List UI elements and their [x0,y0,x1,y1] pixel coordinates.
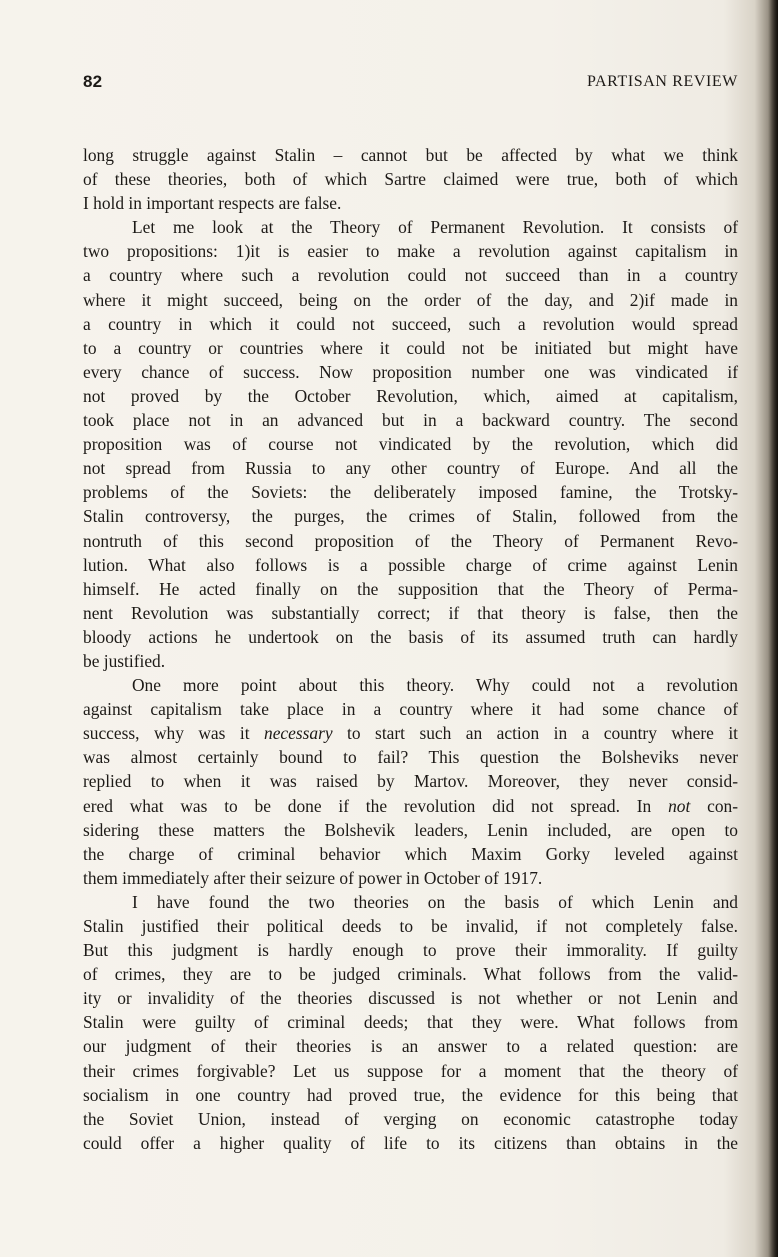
text-line: not spread from Russia to any other country of Europe. And all the [83,458,738,479]
text-line: Stalin justified their political deeds to be invalid, if not completely false. [83,916,738,936]
text-line: to a country or countries where it could not be initiated but might have [83,337,738,358]
text-line: Stalin were guilty of criminal deeds; that they were. What follows from [83,1012,738,1033]
text-line: not proved by the October Revolution, which, aimed at capitalism, [83,385,738,406]
text-line: be justified. [83,650,166,671]
text-line: long struggle against Stalin – cannot but be affected by what we think [83,145,738,165]
text-line: was almost certainly bound to fail? This question the Bolsheviks never [83,747,738,768]
text-line: of these theories, both of which Sartre claimed were true, both of which [83,169,738,190]
running-head: PARTISAN REVIEW [586,73,738,90]
text-line: them immediately after their seizure of power in October of 1917. [83,867,543,888]
book-spine-shadow [768,0,778,1257]
text-line: against capitalism take place in a country where it had some chance of [83,699,738,720]
text-line: success, why was it necessary to start such an action in a country where it [83,723,738,744]
text-line: But this judgment is hardly enough to prove their immorality. If guilty [83,940,738,961]
text-line: ered what was to be done if the revolution did not spread. In not con- [83,795,739,816]
page-number: 82 [83,72,103,91]
text-line: their crimes forgivable? Let us suppose for a moment that the theory of [83,1060,738,1081]
text-line: lution. What also follows is a possible charge of crime against Lenin [83,554,738,575]
emphasized-word: necessary [264,723,333,744]
text-line: of crimes, they are to be judged criminals. What follows from the valid- [83,964,738,985]
text-line: Stalin controversy, the purges, the crimes of Stalin, followed from the [83,506,738,527]
text-line: himself. He acted finally on the supposition that the Theory of Perma- [83,578,738,599]
text-line: replied to when it was raised by Martov. Moreover, they never consid- [83,771,738,792]
text-line: a country in which it could not succeed, such a revolution would spread [83,313,738,334]
text-line: socialism in one country had proved true, the evidence for this being that [83,1084,738,1105]
text-line: the Soviet Union, instead of verging on economic catastrophe today [83,1108,738,1129]
text-line: took place not in an advanced but in a backward country. The second [83,410,738,431]
text-line: nontruth of this second proposition of the Theory of Permanent Revo- [83,530,738,551]
paragraph-first-line: I have found the two theories on the basis of which Lenin and [132,891,738,912]
paragraph-first-line: One more point about this theory. Why could not a revolution [132,675,738,696]
text-line: nent Revolution was substantially correct; if that theory is false, then the [83,602,738,623]
body-text [83,143,738,1155]
text-line: problems of the Soviets: the deliberately imposed famine, the Trotsky- [83,482,738,503]
text-line: bloody actions he undertook on the basis of its assumed truth can hardly [83,626,738,647]
text-line: proposition was of course not vindicated by the revolution, which did [83,434,738,455]
text-line: I hold in important respects are false. [83,193,342,214]
text-line: where it might succeed, being on the order of the day, and 2)if made in [83,289,738,310]
text-line: ity or invalidity of the theories discussed is not whether or not Lenin and [83,988,738,1009]
emphasized-word: not [668,795,691,816]
text-line: could offer a higher quality of life to its citizens than obtains in the [83,1132,738,1153]
text-line: the charge of criminal behavior which Maxim Gorky leveled against [83,843,738,864]
page-header [83,72,738,98]
text-line: our judgment of their theories is an answer to a related question: are [83,1036,738,1057]
paragraph-first-line: Let me look at the Theory of Permanent Revolution. It consists of [132,217,738,238]
text-line: two propositions: 1)it is easier to make a revolution against capitalism in [83,241,738,262]
text-line: sidering these matters the Bolshevik leaders, Lenin included, are open to [83,819,738,840]
text-line: a country where such a revolution could not succeed than in a country [83,265,738,286]
text-line: every chance of success. Now proposition number one was vindicated if [83,361,738,382]
